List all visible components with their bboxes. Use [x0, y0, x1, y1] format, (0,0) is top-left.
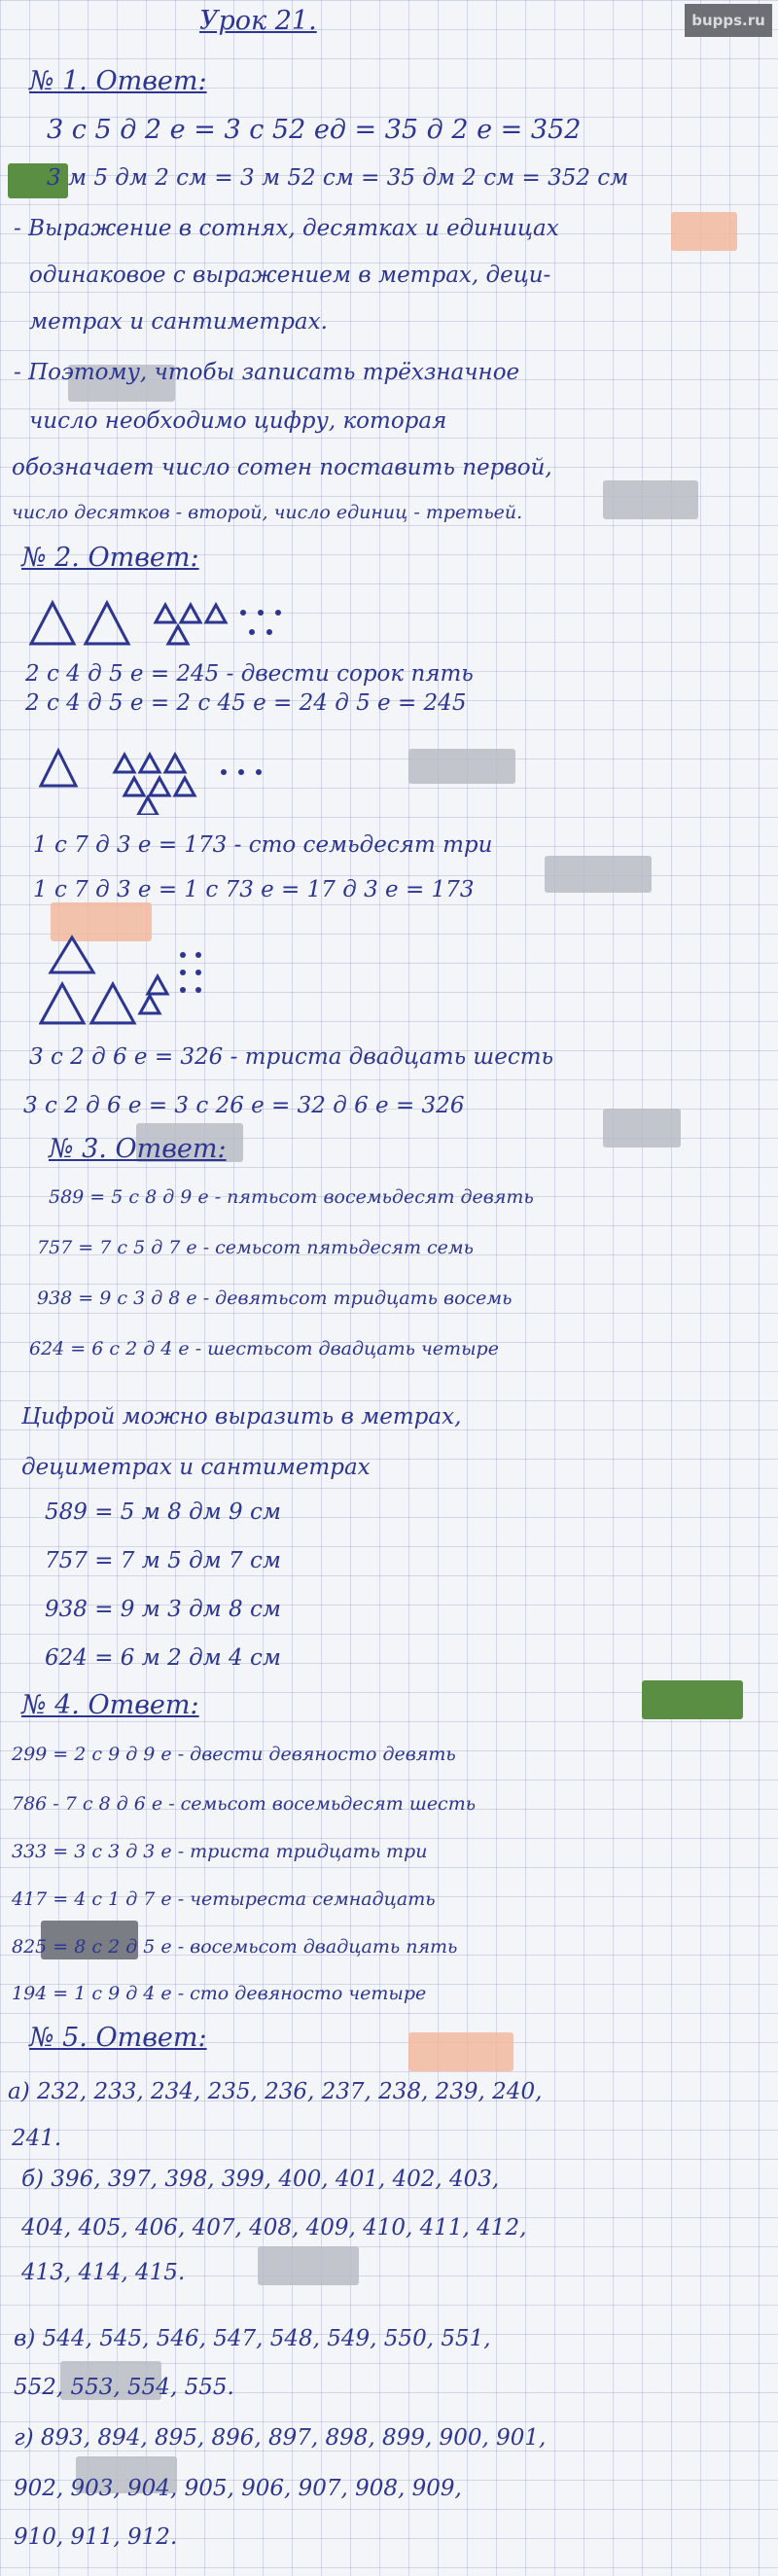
- exercise-3-measure-1: 589 = 5 м 8 дм 9 см: [45, 1500, 281, 1525]
- exercise-5-b-line-2: 404, 405, 406, 407, 408, 409, 410, 411, 412,: [21, 2215, 527, 2241]
- exercise-1-line-2: 3 м 5 дм 2 см = 3 м 52 см = 35 дм 2 см = 352 см: [47, 165, 629, 191]
- gray-blot: [408, 749, 515, 784]
- exercise-1-text-7: число десятков - второй, число единиц - третьей.: [12, 502, 523, 523]
- gray-blot: [258, 2246, 359, 2285]
- exercise-4-line-4: 417 = 4 с 1 д 7 е - четыреста семнадцать: [12, 1888, 436, 1910]
- exercise-5-b-line-1: б) 396, 397, 398, 399, 400, 401, 402, 403,: [21, 2167, 500, 2192]
- exercise-3-heading: № 3. Ответ:: [49, 1134, 227, 1164]
- green-blot: [642, 1680, 743, 1719]
- exercise-1-text-3: метрах и сантиметрах.: [29, 309, 328, 335]
- exercise-4-heading: № 4. Ответ:: [21, 1690, 199, 1720]
- triangle-diagram-326: [39, 934, 233, 1027]
- exercise-1-line-1: 3 с 5 д 2 е = 3 с 52 ед = 35 д 2 е = 352: [47, 115, 582, 145]
- exercise-5-c-line-2: 552, 553, 554, 555.: [14, 2375, 234, 2400]
- exercise-2-b-line-1: 1 с 7 д 3 е = 173 - сто семьдесят три: [33, 832, 493, 858]
- exercise-5-d-line-2: 902, 903, 904, 905, 906, 907, 908, 909,: [14, 2476, 462, 2501]
- exercise-5-heading: № 5. Ответ:: [29, 2023, 207, 2053]
- exercise-4-line-6: 194 = 1 с 9 д 4 е - сто девяносто четыре: [12, 1983, 427, 2004]
- exercise-1-text-1: - Выражение в сотнях, десятках и единицах: [14, 216, 559, 241]
- exercise-3-line-1: 589 = 5 с 8 д 9 е - пятьсот восемьдесят девять: [49, 1186, 534, 1208]
- exercise-5-b-line-3: 413, 414, 415.: [21, 2260, 186, 2285]
- exercise-3-text-2: дециметрах и сантиметрах: [21, 1455, 371, 1480]
- exercise-2-a-line-1: 2 с 4 д 5 е = 245 - двести сорок пять: [25, 661, 474, 687]
- exercise-3-measure-4: 624 = 6 м 2 дм 4 см: [45, 1645, 281, 1671]
- lesson-title: Урок 21.: [199, 6, 317, 36]
- exercise-3-measure-3: 938 = 9 м 3 дм 8 см: [45, 1597, 281, 1622]
- exercise-4-line-2: 786 - 7 с 8 д 6 е - семьсот восемьдесят шесть: [12, 1793, 477, 1815]
- triangle-diagram-245: [29, 583, 301, 652]
- watermark-logo: bupps.ru: [685, 4, 772, 37]
- exercise-1-text-6: обозначает число сотен поставить первой,: [12, 455, 552, 480]
- exercise-4-line-5: 825 = 8 с 2 д 5 е - восемьсот двадцать пять: [12, 1936, 458, 1958]
- exercise-3-measure-2: 757 = 7 м 5 дм 7 см: [45, 1548, 281, 1573]
- exercise-5-a-line-1: а) 232, 233, 234, 235, 236, 237, 238, 239, 240,: [8, 2079, 543, 2104]
- gray-blot: [603, 480, 698, 519]
- exercise-1-text-5: число необходимо цифру, которая: [29, 408, 447, 434]
- exercise-2-a-line-2: 2 с 4 д 5 е = 2 с 45 е = 24 д 5 е = 245: [25, 690, 467, 716]
- exercise-3-line-3: 938 = 9 с 3 д 8 е - девятьсот тридцать восемь: [37, 1288, 513, 1309]
- exercise-4-line-3: 333 = 3 с 3 д 3 е - триста тридцать три: [12, 1841, 428, 1862]
- exercise-5-a-line-2: 241.: [12, 2126, 62, 2151]
- exercise-2-c-line-1: 3 с 2 д 6 е = 326 - триста двадцать шесть: [29, 1044, 554, 1070]
- exercise-5-d-line-1: г) 893, 894, 895, 896, 897, 898, 899, 900, 901,: [14, 2425, 547, 2451]
- exercise-4-line-1: 299 = 2 с 9 д 9 е - двести девяносто девять: [12, 1744, 456, 1765]
- exercise-2-b-line-2: 1 с 7 д 3 е = 1 с 73 е = 17 д 3 е = 173: [33, 877, 475, 902]
- exercise-3-text-1: Цифрой можно выразить в метрах,: [21, 1404, 462, 1429]
- orange-blot: [671, 212, 737, 251]
- exercise-3-line-4: 624 = 6 с 2 д 4 е - шестьсот двадцать четыре: [29, 1338, 499, 1359]
- triangle-diagram-173: [39, 737, 311, 815]
- exercise-2-c-line-2: 3 с 2 д 6 е = 3 с 26 е = 32 д 6 е = 326: [23, 1093, 465, 1118]
- gray-blot: [603, 1109, 681, 1147]
- orange-blot: [408, 2032, 513, 2071]
- exercise-5-c-line-1: в) 544, 545, 546, 547, 548, 549, 550, 551,: [14, 2326, 491, 2351]
- exercise-2-heading: № 2. Ответ:: [21, 543, 199, 573]
- exercise-5-d-line-3: 910, 911, 912.: [14, 2524, 178, 2550]
- exercise-3-line-2: 757 = 7 с 5 д 7 е - семьсот пятьдесят семь: [37, 1237, 474, 1258]
- exercise-1-text-2: одинаковое с выражением в метрах, деци-: [29, 263, 551, 288]
- exercise-1-heading: № 1. Ответ:: [29, 66, 207, 96]
- gray-blot: [545, 856, 652, 893]
- exercise-1-text-4: - Поэтому, чтобы записать трёхзначное: [14, 360, 520, 385]
